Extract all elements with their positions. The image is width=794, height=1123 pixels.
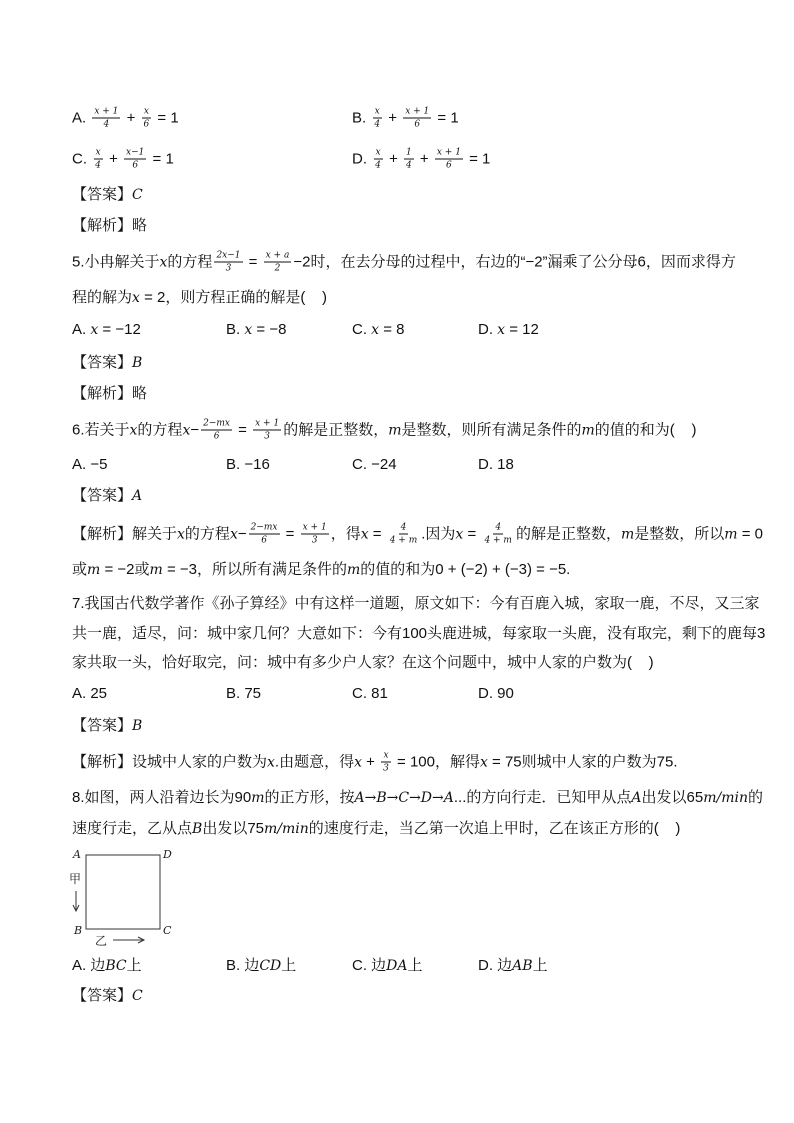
math-symbol: m: [251, 790, 265, 806]
fraction-denominator: 4 + m: [389, 535, 418, 546]
vertex-label-a: A: [73, 848, 81, 861]
fraction-denominator: 6: [143, 119, 150, 130]
text-run: C. 边: [352, 957, 387, 974]
math-symbol: x: [371, 322, 380, 338]
fraction: [253, 419, 281, 442]
fraction-denominator: 4: [374, 119, 381, 130]
text-run: =: [463, 525, 481, 542]
fraction: [264, 251, 292, 274]
fraction: [92, 107, 120, 130]
q7-option-d: D. 90: [478, 685, 514, 702]
fraction-numerator: x + a: [265, 250, 290, 261]
q5-analysis: 【解析】略: [72, 385, 148, 402]
text-run: =: [234, 421, 252, 438]
math-symbol: m: [346, 562, 361, 578]
q6-stem: [72, 419, 696, 442]
text-run: 的方程: [137, 421, 183, 438]
fraction-numerator: x + 1: [436, 147, 461, 158]
q4-option-b: [352, 107, 459, 130]
math-symbol: AB: [512, 958, 533, 974]
math-symbol: x: [267, 754, 275, 770]
math-symbol: m: [620, 526, 635, 542]
text-run: = 100，解得: [392, 753, 480, 770]
fraction-denominator: 3: [225, 263, 232, 274]
text-run: 出发以65: [641, 789, 704, 806]
text-run: 的速度行走，当乙第一次追上甲时，乙在该正方形的( ): [308, 820, 681, 837]
fraction-numerator: x + 1: [302, 522, 327, 533]
text-run: D.: [478, 321, 498, 338]
text-run: 的: [747, 789, 763, 806]
walker-jia-label: 甲: [69, 872, 82, 886]
math-symbol: x: [360, 526, 369, 542]
fraction: [381, 751, 391, 774]
text-run: = 1: [464, 150, 491, 167]
walker-yi-label: 乙: [95, 934, 108, 948]
q6-option-c: C. −24: [352, 456, 397, 473]
fraction-denominator: 2: [274, 263, 281, 274]
fraction-numerator: x: [143, 106, 149, 117]
text-run: 的方程: [184, 525, 230, 542]
fraction: [388, 523, 420, 546]
math-symbol: m: [388, 422, 402, 438]
q7-stem-line-3: 家共取一头，恰好取完，问：城中有多少户人家？在这个问题中，城中人家的户数为( ): [72, 654, 654, 671]
text-run: 上: [532, 957, 548, 974]
math-symbol: m: [87, 562, 101, 578]
text-run: = 12: [505, 321, 539, 338]
text-run: = 1: [153, 109, 179, 126]
fraction-numerator: x: [375, 147, 381, 158]
text-run: 的值的和为( ): [594, 421, 697, 438]
text-run: C.: [72, 150, 92, 167]
fraction: [93, 148, 103, 171]
math-symbol: x: [244, 322, 253, 338]
text-run: = 1: [433, 109, 459, 126]
text-run: +: [415, 150, 433, 167]
text-run: 程的解为: [72, 289, 133, 306]
text-run: +: [104, 150, 123, 167]
text-run: B.: [352, 109, 371, 126]
math-symbol: m: [724, 526, 738, 542]
text-run: +: [384, 109, 402, 126]
text-run: B. 边: [226, 957, 260, 974]
fraction: [404, 148, 414, 171]
text-run: .因为: [421, 525, 456, 542]
q8-option-b: [226, 956, 296, 976]
math-symbol: x: [177, 526, 185, 542]
math-symbol: x: [497, 322, 506, 338]
fraction-numerator: 2−mx: [250, 522, 278, 533]
fraction-numerator: 4: [495, 522, 502, 533]
text-run: +: [384, 150, 403, 167]
fraction-denominator: 6: [414, 119, 421, 130]
q6-analysis-line-1: [72, 523, 763, 546]
q5-option-b: [226, 320, 286, 340]
q5-stem-line-1: [72, 251, 736, 274]
math-symbol: m/min: [264, 821, 309, 837]
text-run: = 0: [737, 525, 763, 542]
text-run: 5.小冉解关于: [72, 253, 160, 270]
fraction: [435, 148, 463, 171]
q5-option-d: [478, 320, 539, 340]
q4-option-a: [72, 107, 179, 130]
fraction-denominator: 6: [213, 431, 220, 442]
q8-option-d: [478, 956, 548, 976]
math-symbol: x: [182, 422, 191, 438]
text-run: = −8: [252, 321, 287, 338]
q4-analysis: 【解析】略: [72, 217, 148, 234]
fraction-denominator: 4 + m: [484, 535, 512, 546]
fraction: [372, 107, 382, 130]
math-symbol: m: [149, 562, 163, 578]
text-run: C.: [352, 321, 372, 338]
math-symbol: x: [132, 290, 140, 306]
q5-answer: [72, 353, 142, 373]
q4-option-d: [352, 148, 490, 171]
text-run: A.: [72, 321, 91, 338]
q8-stem-line-2: [72, 819, 680, 839]
text-run: −: [237, 525, 247, 542]
math-symbol: B: [192, 821, 203, 837]
vertex-label-b: B: [74, 924, 83, 937]
text-run: D.: [352, 150, 372, 167]
text-run: 上: [407, 957, 423, 974]
text-run: 是整数，所以: [634, 525, 725, 542]
fraction-numerator: 4: [400, 522, 407, 533]
text-run: .由题意，得: [274, 753, 355, 770]
math-symbol: m/min: [703, 790, 748, 806]
text-run: 【答案】: [72, 186, 133, 203]
q8-stem-line-1: [72, 788, 763, 808]
q8-option-a: [72, 956, 142, 976]
text-run: =: [368, 525, 386, 542]
q7-option-c: C. 81: [352, 685, 388, 702]
math-symbol: x: [479, 754, 488, 770]
text-run: A.: [72, 109, 91, 126]
text-run: D. 边: [478, 957, 513, 974]
text-run: 或: [72, 561, 88, 578]
fraction-numerator: 2x−1: [216, 250, 241, 261]
fraction: [373, 148, 383, 171]
text-run: 是整数，则所有满足条件的: [401, 421, 582, 438]
math-symbol: x: [159, 254, 168, 270]
text-run: 出发以75: [202, 820, 264, 837]
text-run: −: [190, 421, 200, 438]
fraction: [301, 523, 329, 546]
fraction-denominator: 4: [95, 160, 101, 171]
text-run: = 75则城中人家的户数为75.: [487, 753, 678, 770]
math-symbol: m: [581, 422, 595, 438]
text-run: 【答案】: [72, 987, 133, 1004]
text-run: 【答案】: [72, 354, 133, 371]
text-run: ，得: [330, 525, 361, 542]
q7-stem-line-2: 共一鹿，适尽，问：城中家几何？大意如下：今有100头鹿进城，每家取一头鹿，没有取完，剩下的鹿每3: [72, 625, 766, 642]
square-outline: [86, 855, 160, 929]
text-run: =: [281, 525, 299, 542]
math-symbol: CD: [259, 958, 282, 974]
math-symbol: x: [455, 526, 464, 542]
q7-option-a: A. 25: [72, 685, 108, 702]
math-symbol: C: [132, 187, 143, 203]
text-run: 【答案】: [72, 717, 133, 734]
vertex-label-c: C: [163, 924, 172, 937]
text-run: = 2，则方程正确的解是( ): [139, 289, 328, 306]
fraction-numerator: x + 1: [255, 418, 280, 429]
math-symbol: x: [90, 322, 99, 338]
math-symbol: BC: [105, 958, 127, 974]
fraction: [403, 107, 431, 130]
fraction-denominator: 4: [103, 119, 110, 130]
arrow-right-icon: [113, 937, 144, 943]
fraction-denominator: 6: [132, 160, 139, 171]
text-run: = 1: [148, 150, 174, 167]
text-run: 上: [126, 957, 142, 974]
q7-answer: [72, 716, 142, 736]
fraction-numerator: x−1: [126, 147, 145, 158]
fraction: [124, 148, 146, 171]
fraction-denominator: 4: [375, 160, 381, 171]
fraction: [482, 523, 514, 546]
q5-option-a: [72, 320, 141, 340]
q5-stem-line-2: [72, 288, 327, 308]
fraction: [201, 419, 232, 442]
math-symbol: A→B→C→D→A: [354, 790, 454, 806]
text-run: 的解是正整数，: [515, 525, 621, 542]
text-run: 的值的和为0 + (−2) + (−3) = −5.: [360, 561, 571, 578]
fraction-denominator: 6: [446, 160, 452, 171]
q6-option-a: A. −5: [72, 456, 108, 473]
text-run: A. 边: [72, 957, 106, 974]
text-run: =: [244, 253, 262, 270]
fraction-numerator: x + 1: [405, 106, 430, 117]
fraction-denominator: 4: [406, 160, 412, 171]
fraction-numerator: x: [383, 750, 389, 761]
fraction-numerator: x: [374, 106, 380, 117]
text-run: 8.如图，两人沿着边长为90: [72, 789, 252, 806]
math-symbol: B: [132, 355, 143, 371]
q6-option-d: D. 18: [478, 456, 514, 473]
fraction-denominator: 3: [311, 535, 318, 546]
text-run: 的解是正整数，: [283, 421, 389, 438]
fraction: [249, 523, 280, 546]
math-symbol: B: [132, 718, 143, 734]
text-run: 6.若关于: [72, 421, 130, 438]
text-run: = −2或: [100, 561, 150, 578]
q8-option-c: [352, 956, 423, 976]
text-run: 【解析】设城中人家的户数为: [72, 753, 268, 770]
fraction-denominator: 3: [264, 431, 271, 442]
q5-option-c: [352, 320, 405, 340]
square-figure: [66, 844, 186, 950]
q6-analysis-line-2: [72, 560, 570, 580]
text-run: 【答案】: [72, 487, 133, 504]
text-run: 的正方形，按: [264, 789, 355, 806]
text-run: 的方程: [167, 253, 213, 270]
vertex-label-d: D: [163, 848, 172, 861]
q8-answer: [72, 986, 143, 1006]
math-symbol: x: [129, 422, 138, 438]
q4-answer: [72, 185, 143, 205]
math-symbol: DA: [386, 958, 408, 974]
math-symbol: A: [631, 790, 642, 806]
text-run: 上: [281, 957, 297, 974]
q7-analysis: [72, 751, 678, 774]
fraction-denominator: 6: [261, 535, 267, 546]
fraction-numerator: x: [95, 147, 101, 158]
text-run: = −3，所以所有满足条件的: [162, 561, 347, 578]
fraction-numerator: 2−mx: [203, 418, 230, 429]
text-run: +: [122, 109, 140, 126]
arrow-down-icon: [73, 891, 79, 911]
fraction: [142, 107, 152, 130]
q7-stem-line-1: 7.我国古代数学著作《孙子算经》中有这样一道题，原文如下：今有百鹿入城，家取一鹿，不尽，又三家: [72, 595, 760, 612]
q4-option-c: [72, 148, 174, 171]
text-run: ...的方向行走．已知甲从点: [453, 789, 632, 806]
q6-option-b: B. −16: [226, 456, 270, 473]
q6-answer: [72, 486, 142, 506]
math-symbol: C: [132, 988, 143, 1004]
fraction: [214, 251, 242, 274]
math-symbol: A: [132, 488, 143, 504]
text-run: = 8: [379, 321, 405, 338]
text-run: 【解析】解关于: [72, 525, 178, 542]
text-run: +: [362, 753, 380, 770]
text-run: −2时，在去分母的过程中，右边的“−2”漏乘了公分母6，因而求得方: [293, 253, 736, 270]
fraction-denominator: 3: [383, 763, 389, 774]
text-run: 速度行走，乙从点: [72, 820, 193, 837]
math-symbol: x: [229, 526, 238, 542]
fraction-numerator: x + 1: [94, 106, 119, 117]
math-symbol: x: [354, 754, 362, 770]
q7-option-b: B. 75: [226, 685, 262, 702]
text-run: = −12: [98, 321, 141, 338]
text-run: B.: [226, 321, 245, 338]
fraction-numerator: 1: [406, 147, 412, 158]
